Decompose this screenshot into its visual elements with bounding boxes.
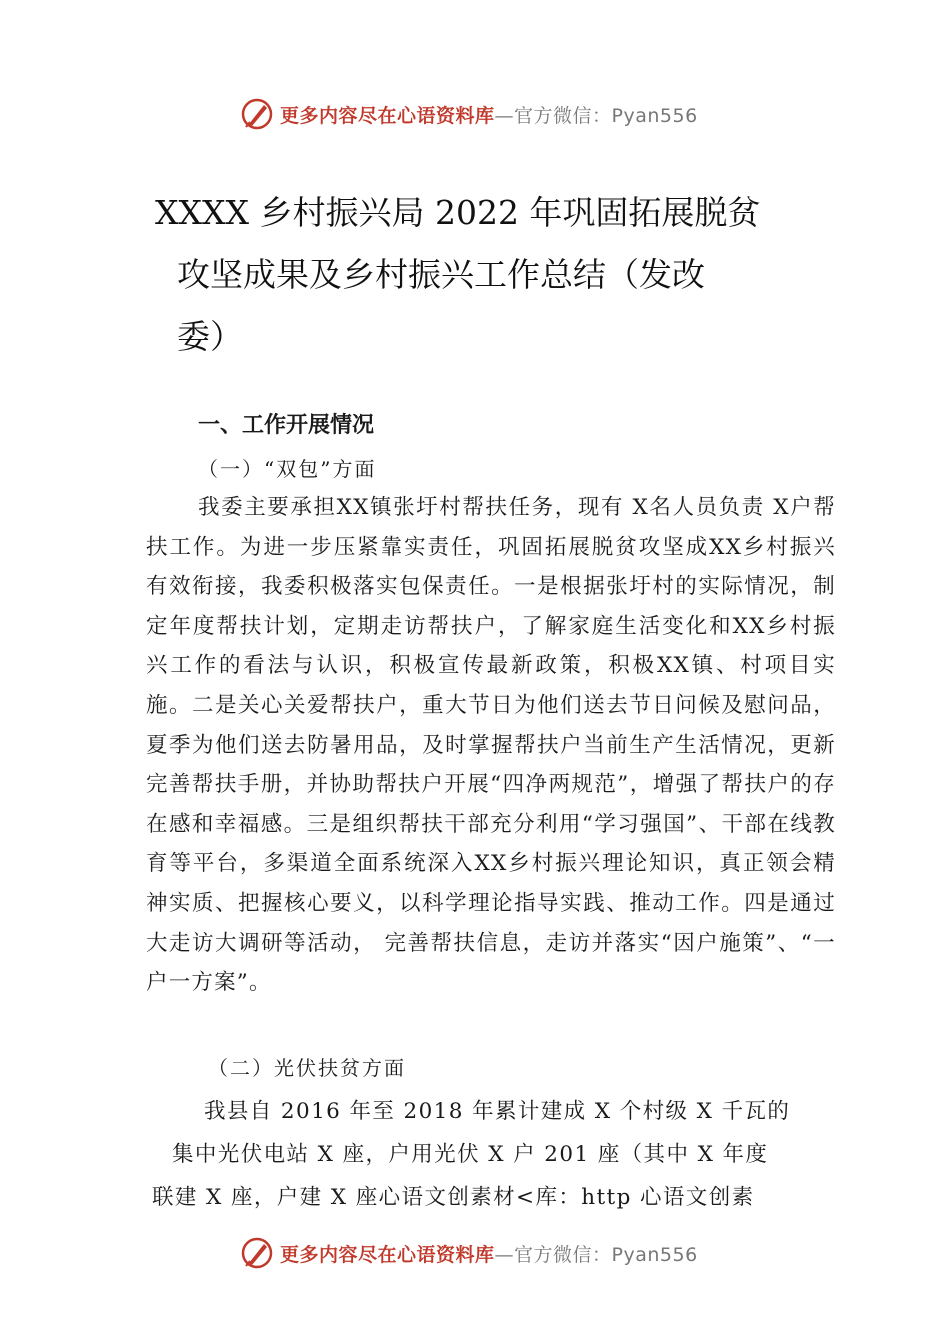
banner-main-text: 更多内容尽在心语资料库 xyxy=(280,104,495,127)
subsection-heading-1: （一）“双包”方面 xyxy=(198,457,377,481)
quill-pen-logo-icon xyxy=(240,1236,274,1270)
body-paragraph-2 xyxy=(146,1090,826,1219)
header-banner xyxy=(240,94,698,134)
title-line-1: XXXX 乡村振兴局 2022 年巩固拓展脱贫 xyxy=(155,193,761,232)
section-heading: 一、工作开展情况 xyxy=(198,413,375,438)
paragraph-line: 联建 X 座，户建 X 座心语文创素材<库：http 心语文创素 xyxy=(152,1185,755,1210)
banner-wechat-label: 官方微信： xyxy=(514,1243,612,1266)
document-title xyxy=(155,182,795,368)
banner-wechat-label: 官方微信： xyxy=(514,104,612,127)
banner-wechat-id: Pyan556 xyxy=(611,104,698,127)
banner-separator: — xyxy=(494,1243,515,1266)
banner-main-text: 更多内容尽在心语资料库 xyxy=(280,1243,495,1266)
paragraph-line: 我县自 2016 年至 2018 年累计建成 X 个村级 X 千瓦的 xyxy=(204,1099,791,1124)
subsection-heading-2: （二）光伏扶贫方面 xyxy=(208,1056,406,1080)
banner-wechat-id: Pyan556 xyxy=(611,1243,698,1266)
paragraph-text: 我委主要承担XX镇张圩村帮扶任务，现有 X名人员负责 X户帮扶工作。为进一步压紧靠实责任，巩固拓展脱贫攻坚成XX乡村振兴有效衔接，我委积极落实包保责任。一是根据张圩村的实际情况，制定年度帮扶计划，定期走访帮扶户，了解家庭生活变化和XX乡村振兴工作的看法与认识，积极宣传最新政策，积极XX镇、村项目实施。二是关心关爱帮扶户，重大节日为他们送去节日问候及慰问品，夏季为他们送去防暑用品，及时掌握帮扶户当前生产生活情况，更新完善帮扶手册，并协助帮扶户开展“四净两规范”，增强了帮扶户的存在感和幸福感。三是组织帮扶干部充分利用“学习强国”、干部在线教育等平台，多渠道全面系统深入XX乡村振兴理论知识，真正领会精神实质、把握核心要义，以科学理论指导实践、推动工作。四是通过大走访大调研等活动， 完善帮扶信息，走访并落实“因户施策”、“一户一方案”。 xyxy=(146,495,836,996)
quill-pen-logo-icon xyxy=(240,97,274,131)
title-line-3: 委） xyxy=(177,317,243,356)
title-line-2: 攻坚成果及乡村振兴工作总结（发改 xyxy=(177,255,705,294)
footer-banner xyxy=(240,1233,698,1273)
banner-separator: — xyxy=(494,104,515,127)
body-paragraph-1 xyxy=(146,488,836,1003)
paragraph-line: 集中光伏电站 X 座，户用光伏 X 户 201 座（其中 X 年度 xyxy=(172,1142,769,1167)
